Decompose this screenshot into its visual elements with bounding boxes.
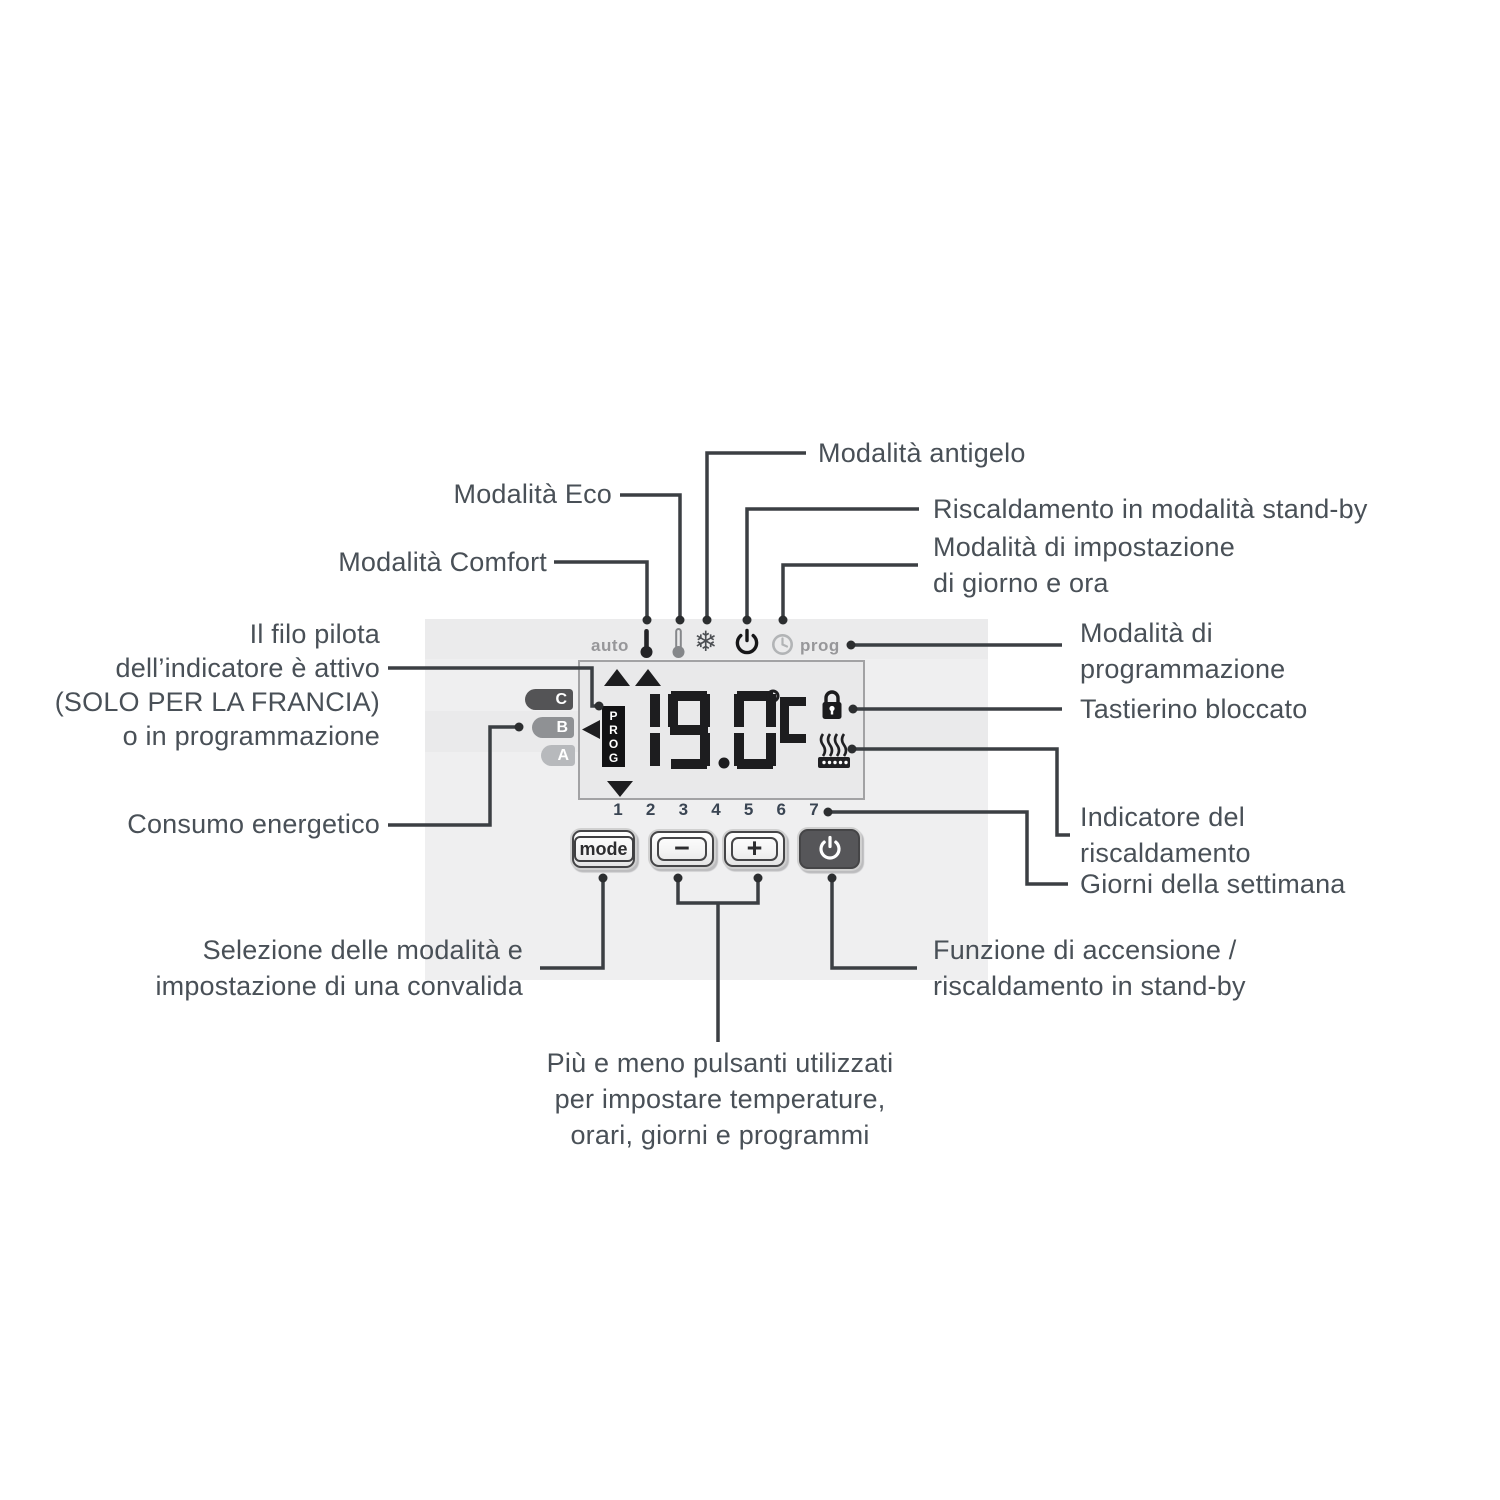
mode-callout-line: [540, 878, 603, 968]
prog-letter: P: [609, 708, 618, 723]
prog-letter: O: [608, 736, 619, 751]
prog-mode-label: prog: [800, 636, 840, 655]
label-piu-meno-line2: per impostare temperature,: [554, 1084, 886, 1114]
label-giorni: Giorni della settimana: [1080, 869, 1346, 899]
label-filo-pilota-line2: dell’indicatore è attivo: [115, 653, 380, 683]
label-programmazione: [1080, 615, 1285, 687]
power-callout-line: [832, 878, 917, 968]
label-funzione-line2: riscaldamento in stand-by: [933, 971, 1246, 1001]
label-selezione-line1: Selezione delle modalità e: [202, 935, 523, 965]
label-antigelo: Modalità antigelo: [818, 438, 1026, 468]
consumo-callout-line: [388, 727, 516, 825]
eco-callout-line: [620, 495, 680, 617]
prog-letter: R: [609, 722, 618, 737]
label-indicatore-line2: riscaldamento: [1080, 838, 1251, 868]
day-3: 3: [678, 800, 689, 819]
giorni-callout-line: [828, 812, 1068, 884]
label-selezione-line2: impostazione di una convalida: [155, 971, 523, 1001]
label-filo-pilota-line3: (SOLO PER LA FRANCIA): [54, 687, 380, 717]
label-filo-pilota-line4: o in programmazione: [122, 721, 380, 751]
label-piu-meno: [470, 1045, 970, 1153]
label-funzione: [933, 932, 1246, 1004]
label-selezione: [155, 932, 523, 1004]
label-eco: Modalità Eco: [453, 479, 612, 509]
label-tastierino: Tastierino bloccato: [1080, 694, 1308, 724]
label-filo-pilota: [55, 617, 380, 753]
label-funzione-line1: Funzione di accensione /: [933, 935, 1237, 965]
standby-callout-line: [747, 509, 919, 617]
label-giorno-ora-line1: Modalità di impostazione: [933, 532, 1235, 562]
label-indicatore-line1: Indicatore del: [1080, 802, 1245, 832]
label-consumo: Consumo energetico: [127, 809, 380, 839]
label-piu-meno-line1: Più e meno pulsanti utilizzati: [546, 1048, 894, 1078]
filo-pilota-callout-line: [388, 668, 597, 706]
day-7: 7: [809, 800, 819, 819]
energy-pill-a-label: A: [557, 746, 569, 764]
label-giorno-ora-line2: di giorno e ora: [933, 568, 1109, 598]
energy-pill-c-label: C: [555, 690, 567, 708]
plus-minus-callout-line: [678, 878, 758, 903]
day-1: 1: [613, 800, 623, 819]
callout-dots: [515, 616, 858, 883]
label-filo-pilota-line1: Il filo pilota: [249, 619, 380, 649]
energy-pill-b-label: B: [556, 718, 568, 736]
label-standby: Riscaldamento in modalità stand-by: [933, 494, 1368, 524]
label-programmazione-line1: Modalità di: [1080, 618, 1213, 648]
label-comfort: Modalità Comfort: [338, 547, 547, 577]
comfort-callout-line: [554, 562, 647, 617]
antifreeze-snowflake-icon: ❄: [694, 626, 718, 657]
auto-mode-label: auto: [591, 636, 629, 655]
label-indicatore: [1080, 799, 1251, 871]
label-giorno-ora: [933, 529, 1235, 601]
minus-glyph: −: [674, 832, 690, 863]
giorno-ora-callout-line: [783, 565, 918, 617]
antigelo-callout-line: [707, 453, 806, 617]
day-6: 6: [776, 800, 787, 819]
prog-letter: G: [608, 750, 619, 765]
day-5: 5: [743, 800, 754, 819]
label-piu-meno-line3: orari, giorni e programmi: [570, 1120, 870, 1150]
indicatore-callout-line: [852, 749, 1070, 835]
mode-button-label: mode: [574, 836, 634, 862]
day-4: 4: [711, 800, 721, 819]
label-programmazione-line2: programmazione: [1080, 654, 1286, 684]
day-2: 2: [645, 800, 656, 819]
plus-glyph: +: [746, 832, 763, 863]
